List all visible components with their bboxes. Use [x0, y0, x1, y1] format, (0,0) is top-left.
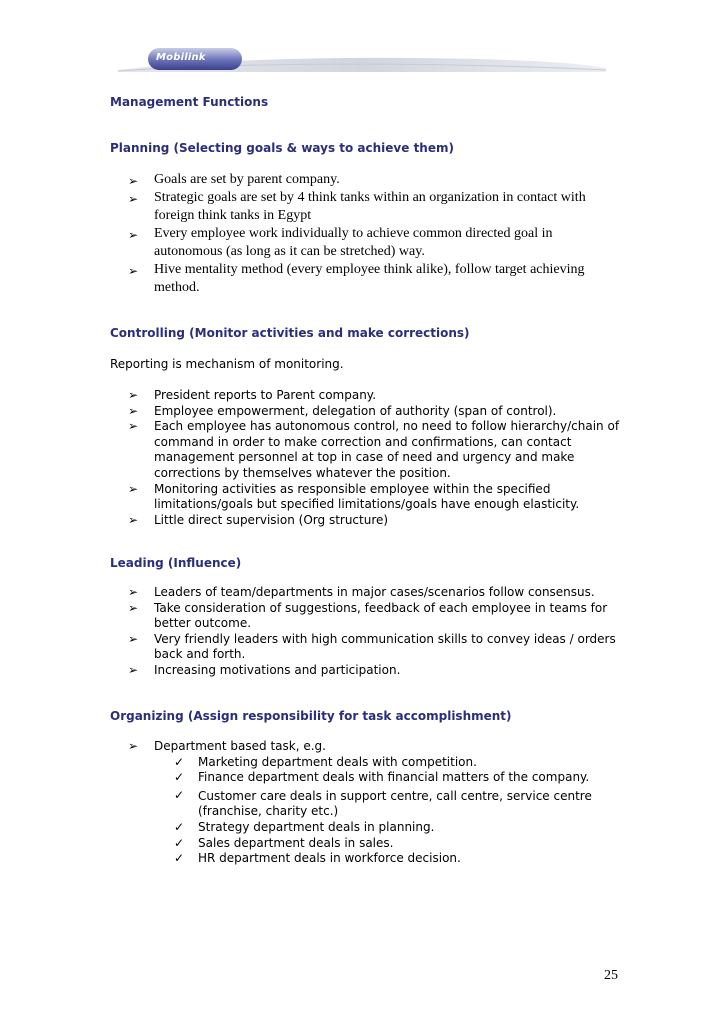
list-item: ➢ Monitoring activities as responsible employee within the specified limitations/goals but specified limitations/goals have enough elasticity.	[128, 481, 580, 512]
checkmark-icon: ✓	[174, 770, 185, 785]
arrow-bullet-icon: ➢	[128, 481, 139, 496]
list-item: ➢ Department based task, e.g. ✓ Marketing department deals with competition. ✓ Finance department deals with financial matters of the company. ✓ Customer care deals in support centre, call centre, service centre (franchise, charity etc.) ✓ Strategy department deals in planning. ✓ Sales department deals in sales. ✓ HR department deals in workforce decision.	[0, 739, 624, 867]
arrow-bullet-icon: ➢	[128, 264, 139, 278]
arrow-bullet-icon: ➢	[128, 600, 139, 615]
controlling-intro: Reporting is mechanism of monitoring.	[110, 357, 344, 371]
checkmark-icon: ✓	[174, 819, 185, 834]
arrow-bullet-icon: ➢	[128, 631, 139, 646]
list-item: ➢ President reports to Parent company.	[128, 388, 377, 402]
sub-list-item: ✓ Marketing department deals with competition.	[174, 754, 477, 769]
arrow-bullet-icon: ➢	[128, 388, 139, 402]
list-item: ➢ Goals are set by parent company.	[128, 172, 340, 188]
organizing-list	[0, 739, 624, 867]
organizing-heading: Organizing (Assign responsibility for task accomplishment)	[110, 709, 512, 723]
logo-text: Mobilink	[156, 52, 206, 63]
list-item: ➢ Increasing motivations and participation.	[128, 662, 401, 677]
controlling-list	[0, 388, 624, 528]
checkmark-icon: ✓	[174, 754, 185, 769]
checkmark-icon: ✓	[174, 787, 185, 802]
sub-list-item: ✓ Customer care deals in support centre, call centre, service centre (franchise, charity etc.)	[174, 787, 592, 819]
leading-list	[0, 585, 624, 679]
page-number: 25	[604, 968, 618, 983]
sub-list-item: ✓ HR department deals in workforce decision.	[174, 851, 461, 866]
arrow-bullet-icon: ➢	[128, 739, 139, 753]
arrow-bullet-icon: ➢	[128, 585, 139, 599]
arrow-bullet-icon: ➢	[128, 512, 139, 527]
organizing-sublist	[154, 755, 624, 867]
list-item: ➢ Little direct supervision (Org structure)	[128, 512, 389, 527]
planning-heading: Planning (Selecting goals & ways to achieve them)	[110, 141, 454, 155]
leading-heading: Leading (Influence)	[110, 556, 242, 570]
list-item: ➢ Every employee work individually to achieve common directed goal in autonomous (as long as it can be stretched) way.	[128, 226, 553, 259]
controlling-heading: Controlling (Monitor activities and make corrections)	[110, 326, 470, 340]
arrow-bullet-icon: ➢	[128, 662, 139, 677]
list-item: ➢ Employee empowerment, delegation of authority (span of control).	[128, 403, 557, 418]
arrow-bullet-icon: ➢	[128, 419, 139, 434]
arrow-bullet-icon: ➢	[128, 403, 139, 418]
arrow-bullet-icon: ➢	[128, 174, 139, 188]
checkmark-icon: ✓	[174, 835, 185, 850]
planning-list	[0, 171, 624, 297]
list-item: ➢ Take consideration of suggestions, feedback of each employee in teams for better outcome.	[128, 600, 608, 631]
list-item: ➢ Each employee has autonomous control, no need to follow hierarchy/chain of command in order to make correction and confirmations, can contact management personnel at top in case of need and urgency and make corrections by themselves whatever the position.	[128, 419, 620, 480]
list-item: ➢ Leaders of team/departments in major cases/scenarios follow consensus.	[128, 585, 595, 599]
arrow-bullet-icon: ➢	[128, 228, 139, 242]
page-title: Management Functions	[110, 95, 269, 109]
sub-list-item: ✓ Sales department deals in sales.	[174, 835, 394, 850]
list-item: ➢ Hive mentality method (every employee think alike), follow target achieving method.	[128, 262, 585, 295]
list-item: ➢ Very friendly leaders with high communication skills to convey ideas / orders back and forth.	[128, 631, 616, 662]
sub-list-item: ✓ Strategy department deals in planning.	[174, 819, 435, 834]
checkmark-icon: ✓	[174, 851, 185, 866]
sub-list-item: ✓ Finance department deals with financial matters of the company.	[174, 770, 590, 785]
list-item: ➢ Strategic goals are set by 4 think tanks within an organization in contact with foreign think tanks in Egypt	[128, 190, 586, 223]
header-logo	[118, 48, 606, 74]
arrow-bullet-icon: ➢	[128, 192, 139, 206]
